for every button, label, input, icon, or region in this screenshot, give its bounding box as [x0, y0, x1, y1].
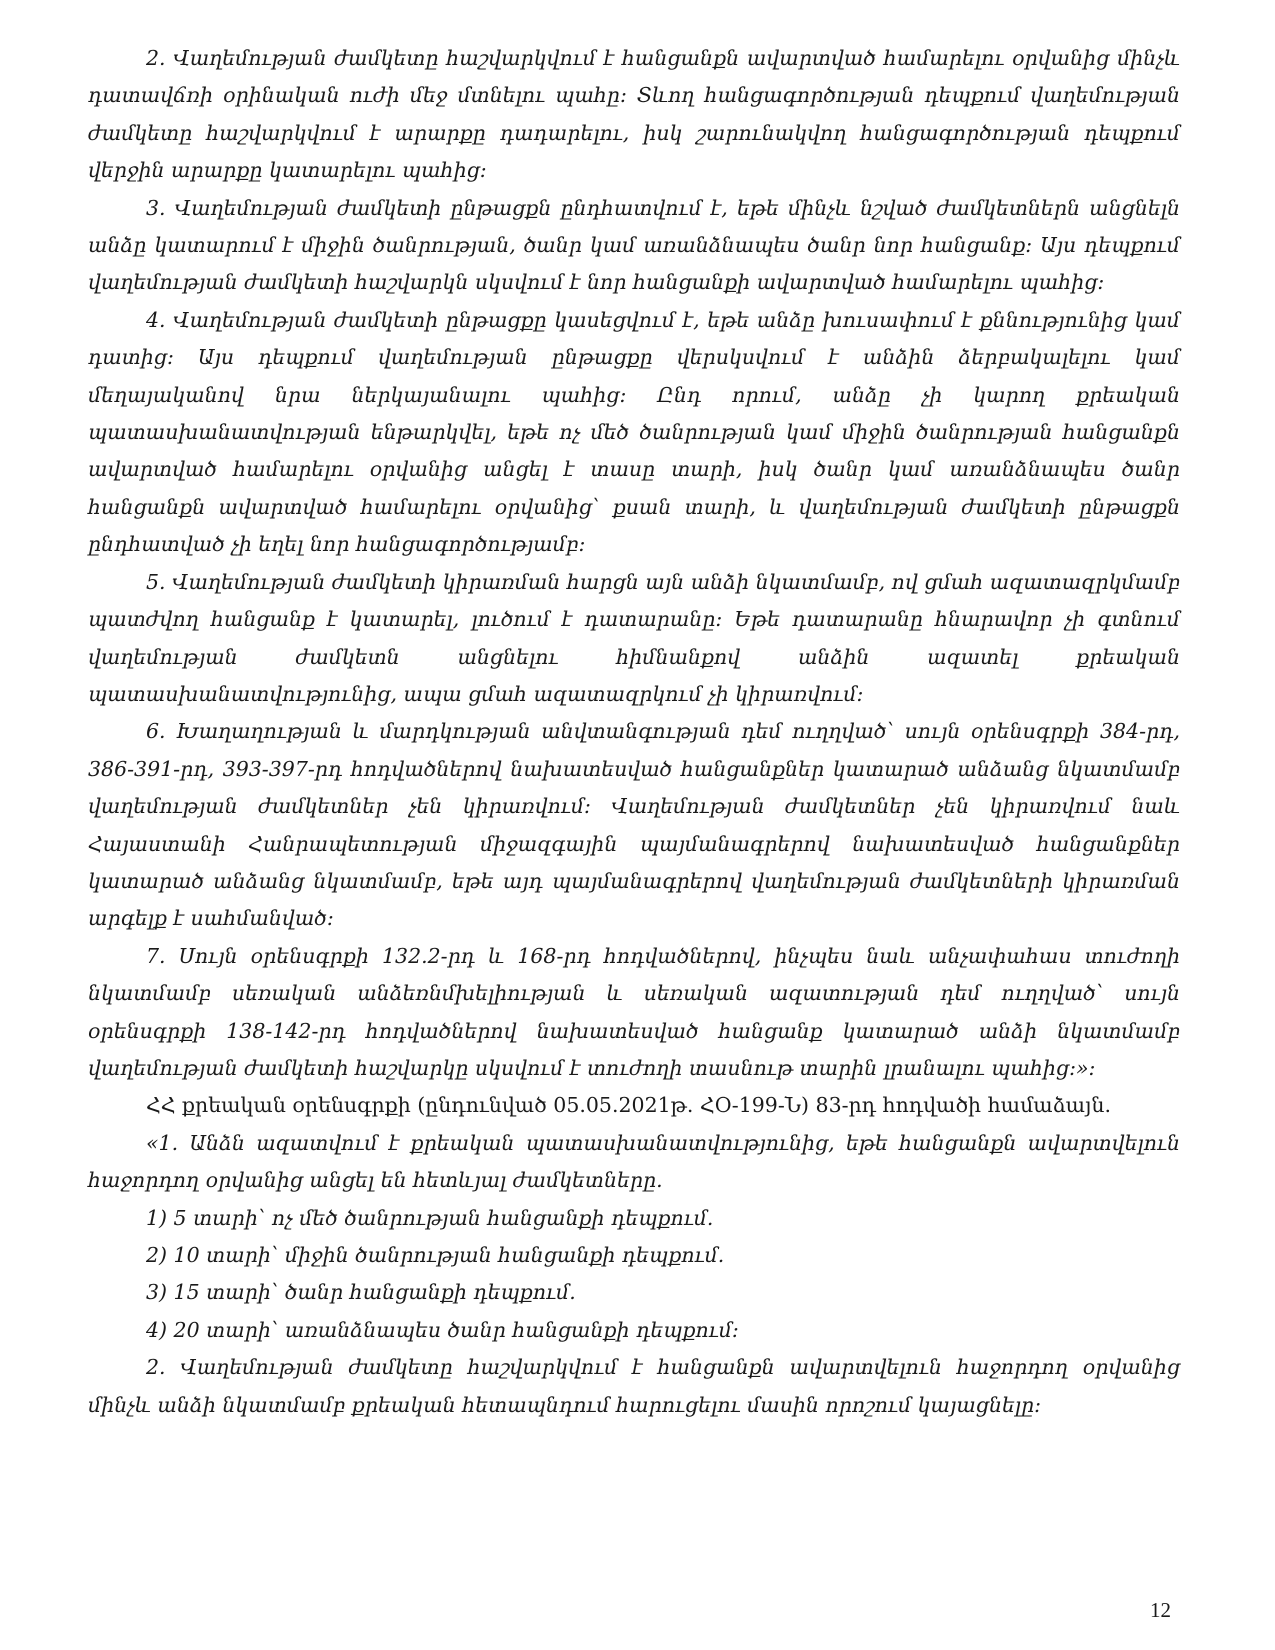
paragraph: «1. Անձն ազատվում է քրեական պատասխանատվությունից, եթե հանցանքն ավարտվելուն հաջորդող օրվանից անցել են հետևյալ ժամկետները. [88, 1130, 1180, 1193]
page-number: 12 [1150, 1598, 1171, 1622]
paragraph: 5. Վաղեմության ժամկետի կիրառման հարցն այն անձի նկատմամբ, ով ցմահ ազատազրկմամբ պատժվող հանցանք է կատարել, լուծում է դատարանը: Եթե դատարանը հնարավոր չի գտնում վաղեմության ժամկետն անցնելու հիմնանքով անձին ազատել քրեական պատասխանատվությունից, ապա ցմահ ազատազրկում չի կիրառվում: [88, 569, 1180, 706]
paragraph: 4. Վաղեմության ժամկետի ընթացքը կասեցվում է, եթե անձը խուսափում է քննությունից կամ դատից: Այս դեպքում վաղեմության ընթացքը վերսկսվում է անձին ձերբակալելու կամ մեղայականով նրա ներկայանալու պահից: Ընդ որում, անձը չի կարող քրեական պատասխանատվության ենթարկվել, եթե ոչ մեծ ծանրության կամ միջին ծանրության հանցանքն ավարտված համարելու օրվանից անցել է տասը տարի, իսկ ծանր կամ առանձնապես ծանր հանցանքն ավարտված համարելու օրվանից՝ քսան տարի, և վաղեմության ժամկետի ընթացքն ընդհատված չի եղել նոր հանցագործությամբ: [88, 307, 1180, 557]
list-item: 4) 20 տարի՝ առանձնապես ծանր հանցանքի դեպքում: [146, 1317, 739, 1342]
list-item: 1) 5 տարի՝ ոչ մեծ ծանրության հանցանքի դեպքում. [146, 1205, 714, 1230]
paragraph: 2. Վաղեմության ժամկետը հաշվարկվում է հանցանքն ավարտվելուն հաջորդող օրվանից մինչև անձի նկատմամբ քրեական հետապնդում հարուցելու մասին որոշում կայացնելը: [88, 1355, 1180, 1417]
list-item: 3) 15 տարի՝ ծանր հանցանքի դեպքում. [146, 1280, 576, 1305]
paragraph: ՀՀ քրեական օրենսգրքի (ընդունված 05.05.2021թ. ՀՕ-199-Ն) 83-րդ հոդվածի համաձայն. [146, 1093, 1111, 1118]
paragraph: 6. Խաղաղության և մարդկության անվտանգության դեմ ուղղված՝ սույն օրենսգրքի 384-րդ, 386-391-րդ, 393-397-րդ հոդվածներով նախատեսված հանցանքներ կատարած անձանց նկատմամբ վաղեմության ժամկետներ չեն կիրառվում: Վաղեմության ժամկետներ չեն կիրառվում նաև Հայաստանի Հանրապետության միջազգային պայմանագրերով նախատեսված հանցանքներ կատարած անձանց նկատմամբ, եթե այդ պայմանագրերով վաղեմության ժամկետների կիրառման արգելք է սահմանված: [88, 719, 1180, 931]
document-body [88, 40, 1180, 1424]
list-item: 2) 10 տարի՝ միջին ծանրության հանցանքի դեպքում. [146, 1243, 725, 1267]
paragraph: 2. Վաղեմության ժամկետը հաշվարկվում է հանցանքն ավարտված համարելու օրվանից մինչև դատավճռի օրինական ուժի մեջ մտնելու պահը: Տևող հանցագործության դեպքում վաղեմության ժամկետը հաշվարկվում է արարքը դադարելու, իսկ շարունակվող հանցագործության դեպքում վերջին արարքը կատարելու պահից: [88, 46, 1180, 183]
paragraph: 7. Սույն օրենսգրքի 132.2-րդ և 168-րդ հոդվածներով, ինչպես նաև անչափահաս տուժողի նկատմամբ սեռական անձեռնմխելիության և սեռական ազատության դեմ ուղղված՝ սույն օրենսգրքի 138-142-րդ հոդվածներով նախատեսված հանցանք կատարած անձի նկատմամբ վաղեմության ժամկետի հաշվարկը սկսվում է տուժողի տասնութ տարին լրանալու պահից:»: [88, 943, 1180, 1080]
paragraph: 3. Վաղեմության ժամկետի ընթացքն ընդհատվում է, եթե մինչև նշված ժամկետներն անցնելն անձը կատարում է միջին ծանրության, ծանր կամ առանձնապես ծանր նոր հանցանք: Այս դեպքում վաղեմության ժամկետի հաշվարկն սկսվում է նոր հանցանքի ավարտված համարելու պահից: [88, 195, 1180, 295]
